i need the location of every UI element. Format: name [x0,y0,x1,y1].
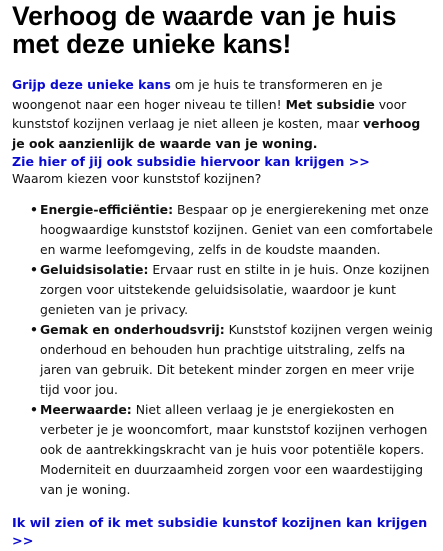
intro-bold-1: Met subsidie [285,96,375,112]
benefit-item [30,260,435,320]
subsidy-cta-link[interactable]: Ik wil zien of ik met subsidie kunstof kozijnen kan krijgen >> [12,516,428,549]
intro-paragraph [12,75,435,153]
benefits-question: Waarom kiezen voor kunststof kozijnen? [12,171,262,186]
benefits-list [12,200,435,500]
benefit-item [30,400,435,500]
intro-link[interactable]: Grijp deze unieke kans [12,77,171,92]
benefit-text: Bespaar op je energierekening met onze hoogwaardige kunststof kozijnen. Geniet van een comfortabele en warme leefomgeving, zelfs in de koudste maanden. [40,202,433,257]
intro-text-1: om je huis te transformeren en je woongenot naar een hoger niveau te tillen! [12,77,383,112]
benefit-item [30,200,435,260]
bullet-icon: • [30,202,38,217]
intro-text-2: voor kunststof kozijnen verlaag je niet alleen je kosten, maar [12,96,407,131]
benefit-title: Energie-efficiëntie: [40,202,174,217]
bullet-icon: • [30,402,38,417]
benefit-title: Geluidsisolatie: [40,262,149,277]
benefit-text: Kunststof kozijnen vergen weinig onderhoud en behouden hun prachtige uitstraling, zelfs na jaren van gebruik. Dit betekent minder zorgen en meer vrije tijd voor jou. [40,322,433,397]
bullet-icon: • [30,322,38,337]
bullet-icon: • [30,262,38,277]
benefit-text: Ervaar rust en stilte in je huis. Onze kozijnen zorgen voor uitstekende geluidsisolatie, waardoor je kunt genieten van je privacy. [40,262,430,317]
page-headline: Verhoog de waarde van je huis met deze unieke kans! [12,1,397,59]
benefit-text: Niet alleen verlaag je je energiekosten en verbeter je je wooncomfort, maar kunststof kozijnen verhogen ook de aantrekkingskracht van je huis voor potentiële kopers. Moderniteit en duurzaamheid zorgen voor een waardestijging van je woning. [40,402,428,497]
benefit-title: Meerwaarde: [40,402,132,417]
benefit-item [30,320,435,400]
intro-bold-2: verhoog je ook aanzienlijk de waarde van je woning. [12,116,421,151]
benefit-title: Gemak en onderhoudsvrij: [40,322,225,337]
subsidy-check-link[interactable]: Zie hier of jij ook subsidie hiervoor kan krijgen >> [12,154,370,169]
